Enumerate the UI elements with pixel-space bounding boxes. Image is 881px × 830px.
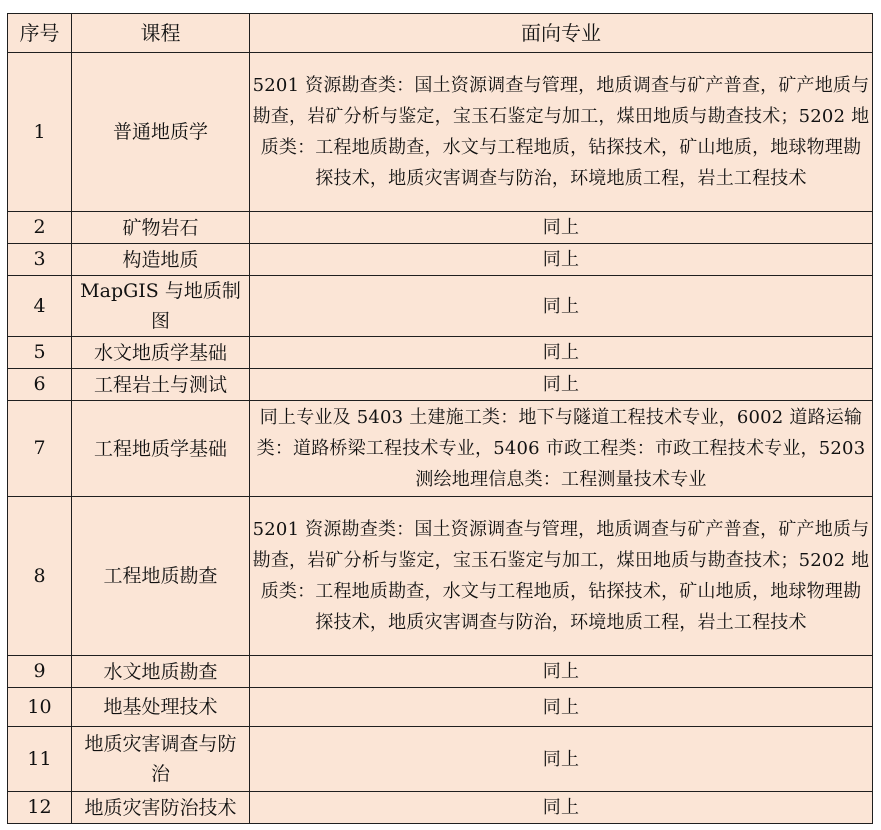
row-course: 水文地质勘查 [72, 656, 250, 688]
row-index: 11 [8, 727, 72, 792]
row-majors: 同上 [250, 276, 873, 337]
row-index: 7 [8, 401, 72, 497]
row-course: 矿物岩石 [72, 212, 250, 244]
header-course: 课程 [72, 14, 250, 53]
table-row [8, 497, 873, 656]
row-index: 4 [8, 276, 72, 337]
row-course: 地质灾害防治技术 [72, 792, 250, 824]
table-header [8, 14, 873, 53]
row-course: 工程岩土与测试 [72, 369, 250, 401]
row-course: 水文地质学基础 [72, 337, 250, 369]
row-majors: 同上 [250, 369, 873, 401]
course-table-container [7, 13, 873, 824]
row-course: 地质灾害调查与防治 [72, 727, 250, 792]
row-course: 工程地质学基础 [72, 401, 250, 497]
table-row [8, 337, 873, 369]
row-majors: 同上 [250, 792, 873, 824]
table-row [8, 792, 873, 824]
table-row [8, 656, 873, 688]
row-course: 构造地质 [72, 244, 250, 276]
header-majors: 面向专业 [250, 14, 873, 53]
row-index: 2 [8, 212, 72, 244]
row-index: 9 [8, 656, 72, 688]
table-row [8, 688, 873, 727]
header-index: 序号 [8, 14, 72, 53]
row-index: 5 [8, 337, 72, 369]
row-index: 1 [8, 53, 72, 212]
row-index: 12 [8, 792, 72, 824]
row-majors: 同上 [250, 212, 873, 244]
row-index: 8 [8, 497, 72, 656]
row-majors: 同上 [250, 244, 873, 276]
table-row [8, 369, 873, 401]
table-row [8, 276, 873, 337]
table-row [8, 401, 873, 497]
course-table [7, 13, 873, 824]
row-majors: 同上 [250, 727, 873, 792]
table-body [8, 53, 873, 824]
row-majors: 同上专业及 5403 土建施工类：地下与隧道工程技术专业，6002 道路运输类：道路桥梁工程技术专业，5406 市政工程类：市政工程技术专业，5203 测绘地理信息类：工程测量技术专业 [250, 401, 873, 497]
row-majors: 5201 资源勘查类：国土资源调查与管理，地质调查与矿产普查，矿产地质与勘查，岩矿分析与鉴定，宝玉石鉴定与加工，煤田地质与勘查技术；5202 地质类：工程地质勘查，水文与工程地质，钻探技术，矿山地质，地球物理勘探技术，地质灾害调查与防治，环境地质工程，岩土工程技术 [250, 497, 873, 656]
row-majors: 同上 [250, 337, 873, 369]
row-index: 6 [8, 369, 72, 401]
row-course: MapGIS 与地质制图 [72, 276, 250, 337]
row-course: 普通地质学 [72, 53, 250, 212]
table-row [8, 727, 873, 792]
row-course: 工程地质勘查 [72, 497, 250, 656]
header-row [8, 14, 873, 53]
row-index: 10 [8, 688, 72, 727]
row-majors: 同上 [250, 656, 873, 688]
table-row [8, 212, 873, 244]
row-majors: 5201 资源勘查类：国土资源调查与管理，地质调查与矿产普查，矿产地质与勘查，岩矿分析与鉴定，宝玉石鉴定与加工，煤田地质与勘查技术；5202 地质类：工程地质勘查，水文与工程地质，钻探技术，矿山地质，地球物理勘探技术，地质灾害调查与防治，环境地质工程，岩土工程技术 [250, 53, 873, 212]
table-row [8, 244, 873, 276]
table-row [8, 53, 873, 212]
row-majors: 同上 [250, 688, 873, 727]
row-index: 3 [8, 244, 72, 276]
row-course: 地基处理技术 [72, 688, 250, 727]
